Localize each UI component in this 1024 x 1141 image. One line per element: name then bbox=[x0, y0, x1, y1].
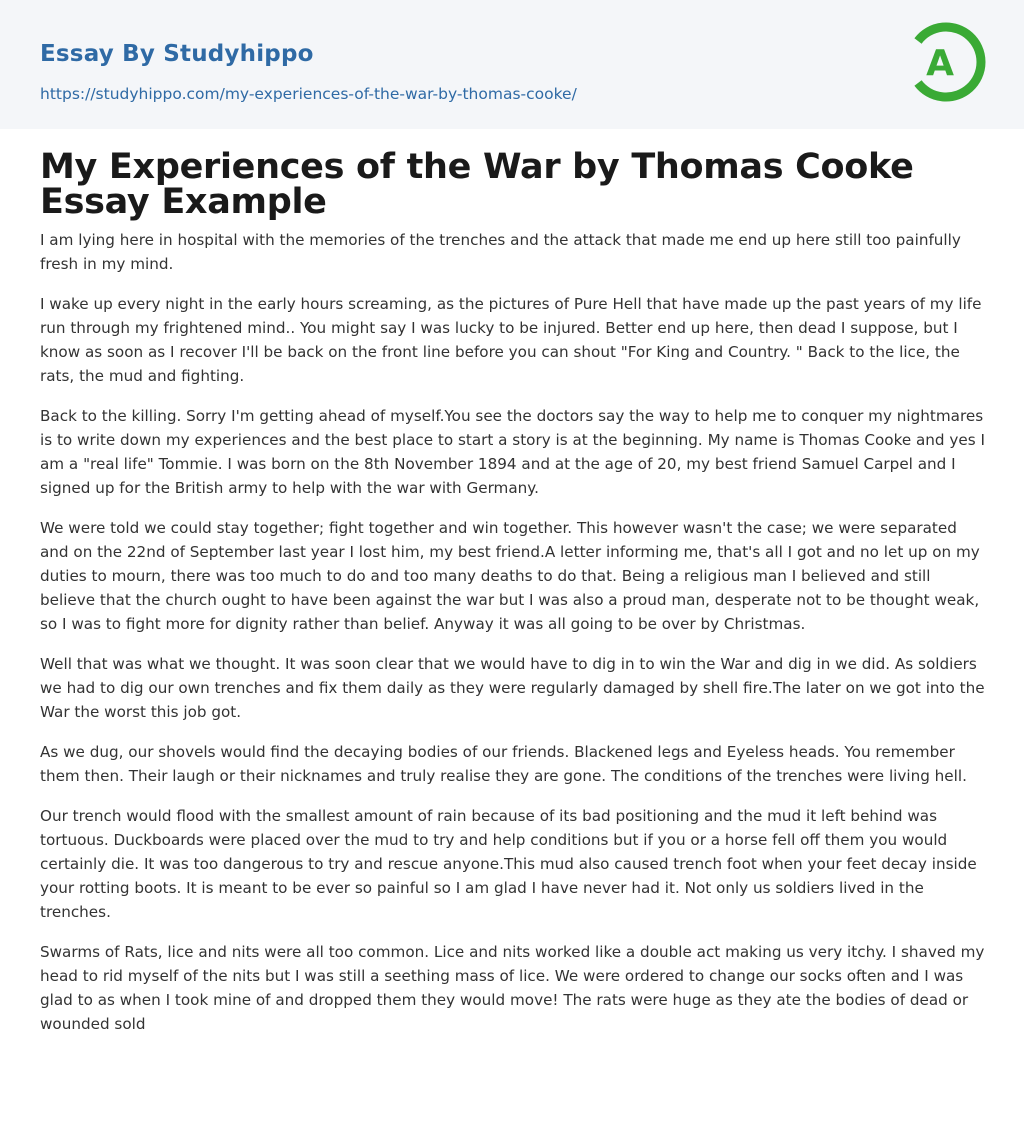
article-paragraph: As we dug, our shovels would find the decaying bodies of our friends. Blackened legs and Eyeless heads. You remember them then. Their laugh or their nicknames and truly realise they are gone. The conditions of the trenches were living hell. bbox=[40, 743, 967, 785]
article-paragraph: We were told we could stay together; fight together and win together. This however wasn't the case; we were separated and on the 22nd of September last year I lost him, my best friend.A letter informing me, that's all I got and no let up on my duties to mourn, there was too much to do and too many deaths to do that. Being a religious man I believed and still believe that the church ought to have been against the war but I was also a proud man, desperate not to be thought weak, so I was to fight more for dignity rather than belief. Anyway it was all going to be over by Christmas. bbox=[40, 519, 980, 633]
article-title: My Experiences of the War by Thomas Cooke Essay Example bbox=[40, 147, 914, 222]
studyhippo-logo-icon[interactable] bbox=[912, 19, 986, 105]
page-url-link[interactable]: https://studyhippo.com/my-experiences-of-the-war-by-thomas-cooke/ bbox=[40, 85, 577, 103]
article-paragraph: Back to the killing. Sorry I'm getting ahead of myself.You see the doctors say the way to help me to conquer my nightmares is to write down my experiences and the best place to start a story is at the beginning. My name is Thomas Cooke and yes I am a "real life" Tommie. I was born on the 8th November 1894 and at the age of 20, my best friend Samuel Carpel and I signed up for the British army to help with the war with Germany. bbox=[40, 407, 985, 497]
article-body bbox=[40, 228, 990, 1052]
site-brand[interactable]: Essay By Studyhippo bbox=[40, 41, 314, 67]
article-paragraph: Well that was what we thought. It was soon clear that we would have to dig in to win the War and dig in we did. As soldiers we had to dig our own trenches and fix them daily as they were regularly damaged by shell fire.The later on we got into the War the worst this job got. bbox=[40, 655, 985, 721]
site-header bbox=[0, 0, 1024, 129]
logo-letter: A bbox=[926, 43, 954, 84]
article-paragraph: I wake up every night in the early hours screaming, as the pictures of Pure Hell that have made up the past years of my life run through my frightened mind.. You might say I was lucky to be injured. Better end up here, then dead I suppose, but I know as soon as I recover I'll be back on the front line before you can shout "For King and Country. " Back to the lice, the rats, the mud and fighting. bbox=[40, 295, 982, 385]
article-title-container bbox=[40, 147, 1000, 222]
article-paragraph: Our trench would flood with the smallest amount of rain because of its bad positioning and the mud it left behind was tortuous. Duckboards were placed over the mud to try and help conditions but if you or a horse fell off them you would certainly die. It was too dangerous to try and rescue anyone.This mud also caused trench foot when your feet decay inside your rotting boots. It is meant to be ever so painful so I am glad I have never had it. Not only us soldiers lived in the trenches. bbox=[40, 807, 977, 921]
article-paragraph: Swarms of Rats, lice and nits were all too common. Lice and nits worked like a double act making us very itchy. I shaved my head to rid myself of the nits but I was still a seething mass of lice. We were ordered to change our socks often and I was glad to as when I took mine of and dropped them they would move! The rats were huge as they ate the bodies of dead or wounded sold bbox=[40, 943, 985, 1033]
article-paragraph: I am lying here in hospital with the memories of the trenches and the attack that made me end up here still too painfully fresh in my mind. bbox=[40, 231, 961, 273]
